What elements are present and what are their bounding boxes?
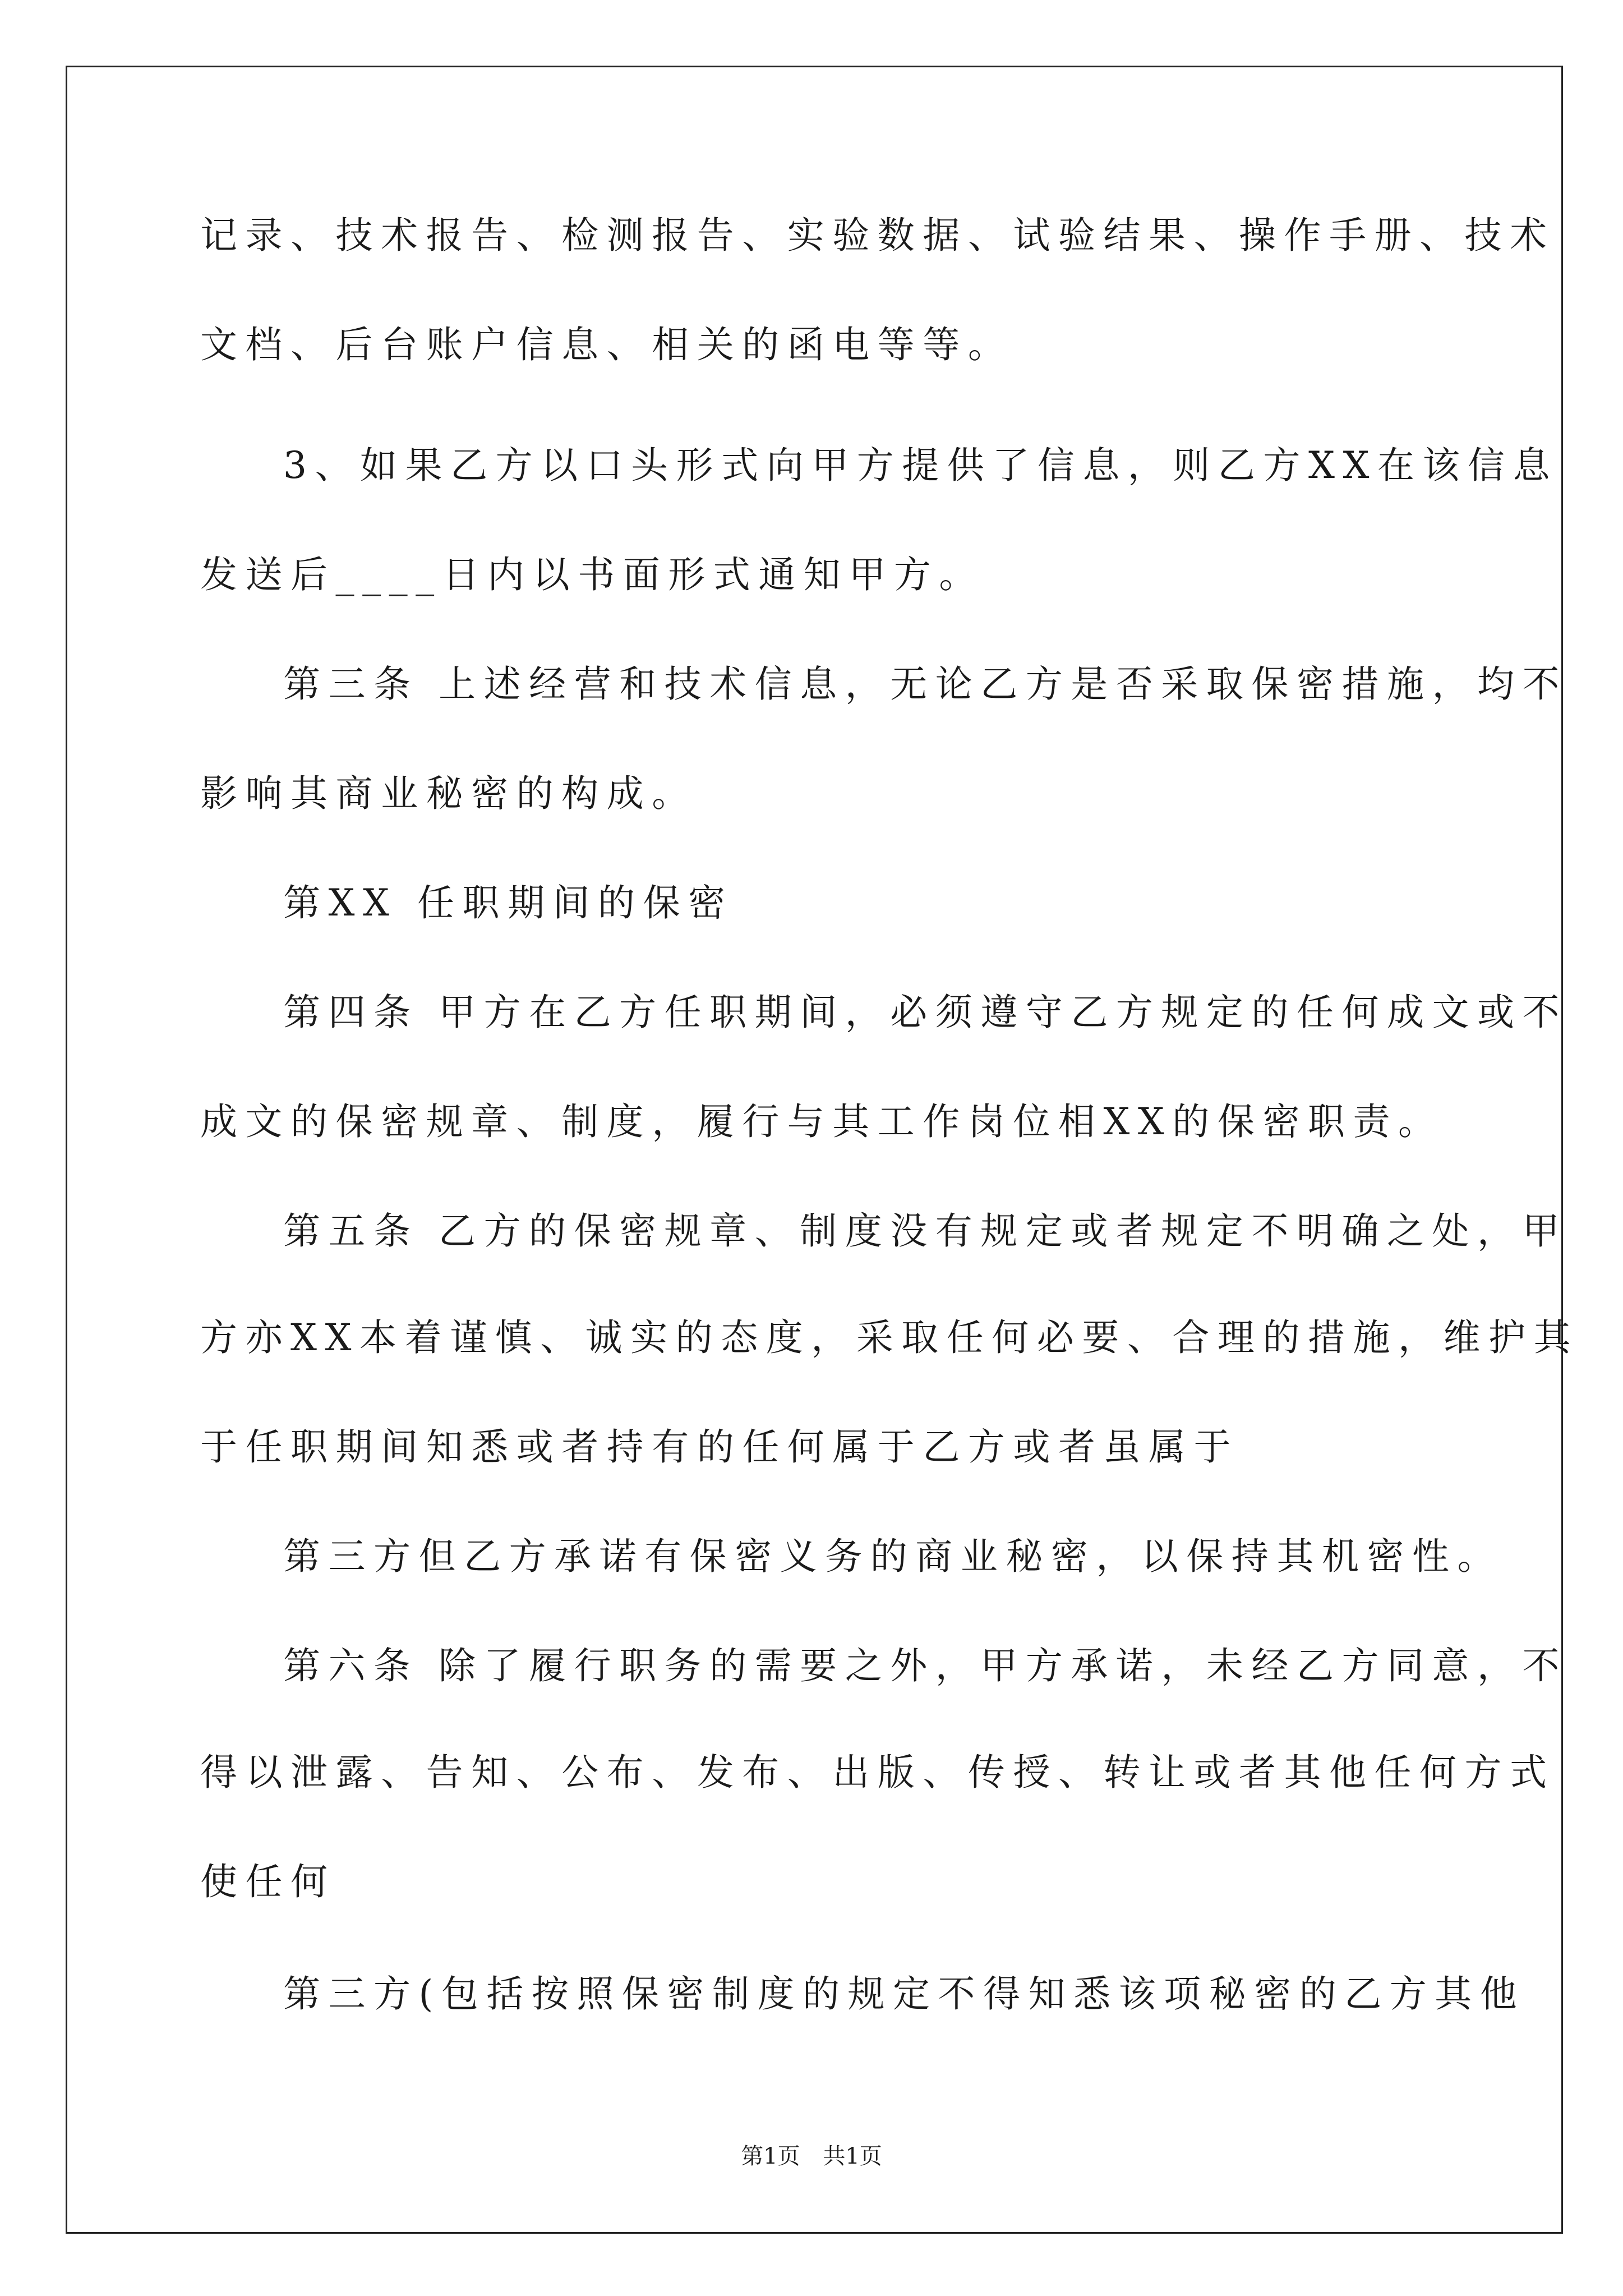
page-footer — [0, 2143, 1623, 2170]
text-line: 记录、技术报告、检测报告、实验数据、试验结果、操作手册、技术 — [200, 214, 1555, 257]
text-line: 第五条 乙方的保密规章、制度没有规定或者规定不明确之处，甲 — [283, 1209, 1568, 1253]
text-line: 第三方但乙方承诺有保密义务的商业秘密，以保持其机密性。 — [283, 1535, 1503, 1578]
section-heading: 第XX 任职期间的保密 — [283, 881, 734, 924]
text-line: 第三方(包括按照保密制度的规定不得知悉该项秘密的乙方其他 — [283, 1972, 1525, 2016]
text-line: 第四条 甲方在乙方任职期间，必须遵守乙方规定的任何成文或不 — [283, 991, 1568, 1034]
text-line: 于任职期间知悉或者持有的任何属于乙方或者虽属于 — [200, 1425, 1239, 1469]
page-border — [66, 66, 1563, 2234]
page-number-total: 共1页 — [823, 2143, 882, 2169]
text-line: 第六条 除了履行职务的需要之外，甲方承诺，未经乙方同意，不 — [283, 1644, 1568, 1687]
text-line: 方亦XX本着谨慎、诚实的态度，采取任何必要、合理的措施，维护其 — [200, 1316, 1579, 1359]
text-line: 发送后____日内以书面形式通知甲方。 — [200, 553, 984, 596]
text-line: 影响其商业秘密的构成。 — [200, 772, 697, 815]
text-line: 3、如果乙方以口头形式向甲方提供了信息，则乙方XX在该信息 — [283, 444, 1559, 487]
page-number-current: 第1页 — [741, 2143, 800, 2169]
text-line: 使任何 — [200, 1860, 336, 1903]
text-line: 成文的保密规章、制度，履行与其工作岗位相XX的保密职责。 — [200, 1100, 1444, 1143]
text-line: 第三条 上述经营和技术信息，无论乙方是否采取保密措施，均不 — [283, 662, 1568, 706]
text-line: 文档、后台账户信息、相关的函电等等。 — [200, 323, 1013, 366]
text-line: 得以泄露、告知、公布、发布、出版、传授、转让或者其他任何方式 — [200, 1751, 1555, 1794]
